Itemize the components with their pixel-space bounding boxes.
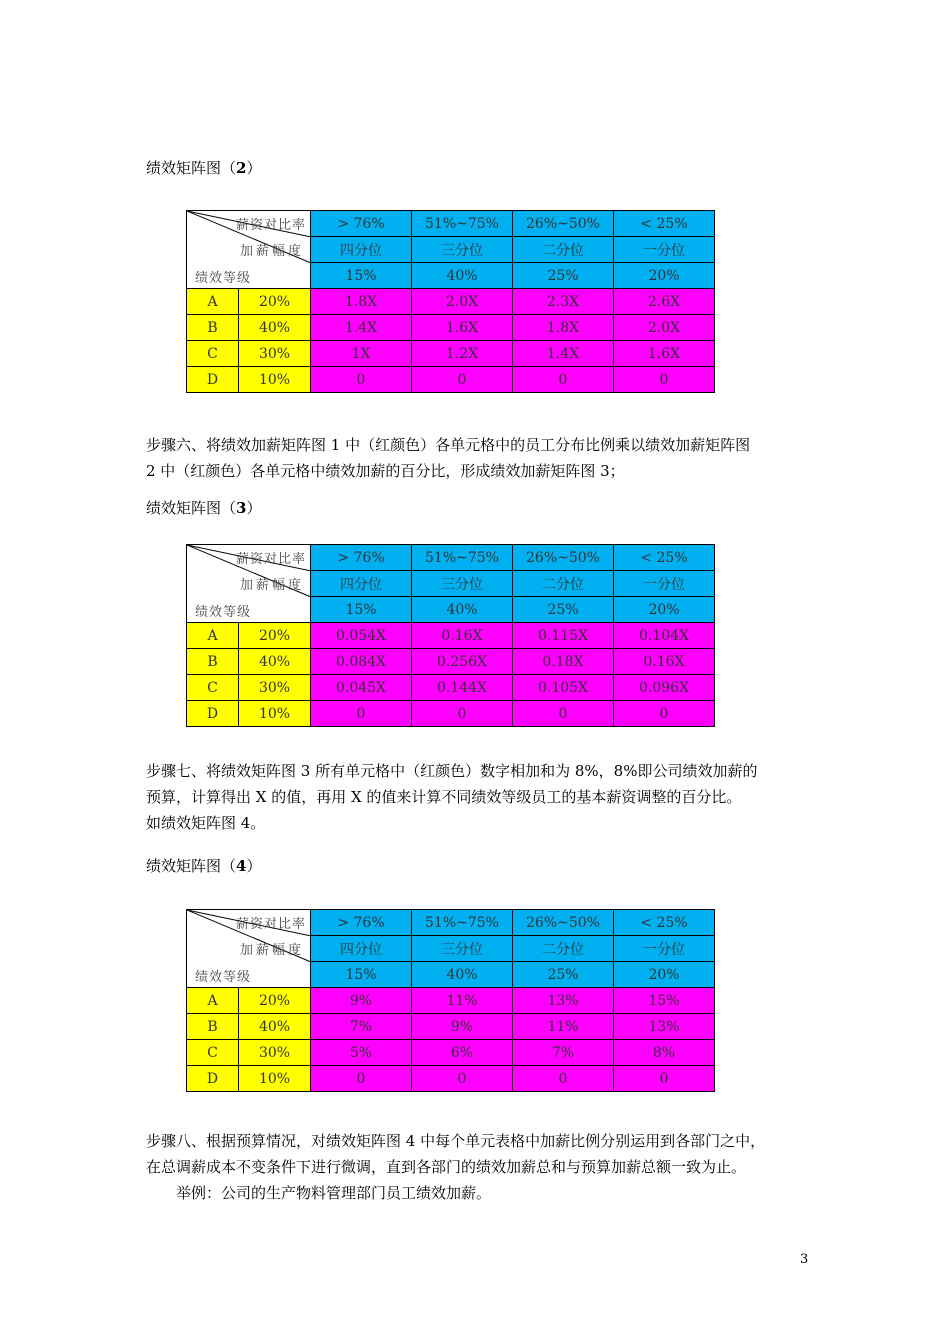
value-cell: 0.16X [412, 623, 513, 649]
header-cell: 二分位 [513, 237, 614, 263]
value-cell: 1.6X [614, 341, 715, 367]
header-cell: > 76% [311, 545, 412, 571]
value-cell: 0 [412, 367, 513, 393]
matrix-table-4 [186, 909, 715, 1092]
header-cell: 15% [311, 263, 412, 289]
table-row [187, 675, 715, 701]
value-cell: 0 [614, 1066, 715, 1092]
header-cell: 25% [513, 962, 614, 988]
table-row [187, 341, 715, 367]
value-cell: 8% [614, 1040, 715, 1066]
corner-label-grade: 绩效等级 [195, 605, 252, 620]
table-row [187, 1040, 715, 1066]
header-cell: 二分位 [513, 571, 614, 597]
header-cell: 一分位 [614, 936, 715, 962]
corner-label-raise: 加薪幅度 [239, 943, 304, 958]
header-cell: 20% [614, 962, 715, 988]
grade-cell: A [187, 988, 239, 1014]
value-cell: 7% [311, 1014, 412, 1040]
header-cell: 40% [412, 263, 513, 289]
grade-cell: C [187, 1040, 239, 1066]
value-cell: 0 [311, 1066, 412, 1092]
header-cell: 51%~75% [412, 211, 513, 237]
corner-label-ratio: 薪资对比率 [235, 218, 306, 233]
header-cell: 四分位 [311, 936, 412, 962]
grade-cell: D [187, 1066, 239, 1092]
value-cell: 0.16X [614, 649, 715, 675]
value-cell: 0.096X [614, 675, 715, 701]
value-cell: 0 [412, 1066, 513, 1092]
header-cell: 四分位 [311, 237, 412, 263]
table-row [187, 315, 715, 341]
grade-percent-cell: 20% [239, 289, 311, 315]
table-row [187, 1066, 715, 1092]
value-cell: 0.084X [311, 649, 412, 675]
corner-header-cell [187, 211, 311, 289]
corner-header-cell [187, 910, 311, 988]
grade-cell: B [187, 649, 239, 675]
value-cell: 0 [513, 701, 614, 727]
table-row [187, 701, 715, 727]
header-cell: 15% [311, 962, 412, 988]
value-cell: 2.0X [614, 315, 715, 341]
corner-label-ratio: 薪资对比率 [235, 552, 306, 567]
grade-cell: D [187, 367, 239, 393]
grade-percent-cell: 10% [239, 367, 311, 393]
value-cell: 0 [614, 367, 715, 393]
caption-matrix-3: 绩效矩阵图（3） [146, 499, 262, 517]
header-row [187, 545, 715, 571]
value-cell: 1.6X [412, 315, 513, 341]
header-cell: 26%~50% [513, 910, 614, 936]
header-cell: 51%~75% [412, 545, 513, 571]
grade-percent-cell: 20% [239, 988, 311, 1014]
value-cell: 1.4X [311, 315, 412, 341]
header-cell: 25% [513, 263, 614, 289]
grade-percent-cell: 40% [239, 315, 311, 341]
paragraph-step7: 步骤七、将绩效矩阵图 3 所有单元格中（红颜色）数字相加和为 8%，8%即公司绩效加薪的 预算，计算得出 X 的值，再用 X 的值来计算不同绩效等级员工的基本薪资调整的百分比。 如绩效矩阵图 4。 [146, 762, 758, 832]
header-cell: 三分位 [412, 571, 513, 597]
value-cell: 11% [513, 1014, 614, 1040]
value-cell: 9% [412, 1014, 513, 1040]
header-row [187, 211, 715, 237]
value-cell: 0.104X [614, 623, 715, 649]
header-cell: < 25% [614, 545, 715, 571]
value-cell: 15% [614, 988, 715, 1014]
value-cell: 1.4X [513, 341, 614, 367]
value-cell: 6% [412, 1040, 513, 1066]
corner-label-grade: 绩效等级 [195, 970, 252, 985]
value-cell: 13% [614, 1014, 715, 1040]
header-cell: 25% [513, 597, 614, 623]
header-row [187, 910, 715, 936]
table-row [187, 988, 715, 1014]
value-cell: 0 [311, 367, 412, 393]
grade-cell: A [187, 623, 239, 649]
value-cell: 1.8X [513, 315, 614, 341]
paragraph-step8: 步骤八、根据预算情况，对绩效矩阵图 4 中每个单元表格中加薪比例分别运用到各部门之中， 在总调薪成本不变条件下进行微调，直到各部门的绩效加薪总和与预算加薪总额一致为止。 举例：公司的生产物料管理部门员工绩效加薪。 [146, 1132, 766, 1202]
table-row [187, 623, 715, 649]
grade-percent-cell: 30% [239, 675, 311, 701]
caption-matrix-2: 绩效矩阵图（2） [146, 159, 262, 177]
value-cell: 11% [412, 988, 513, 1014]
header-cell: 40% [412, 962, 513, 988]
value-cell: 0 [614, 701, 715, 727]
header-cell: 一分位 [614, 237, 715, 263]
header-cell: 一分位 [614, 571, 715, 597]
grade-percent-cell: 30% [239, 1040, 311, 1066]
value-cell: 1X [311, 341, 412, 367]
value-cell: 13% [513, 988, 614, 1014]
value-cell: 0.054X [311, 623, 412, 649]
header-cell: < 25% [614, 211, 715, 237]
value-cell: 5% [311, 1040, 412, 1066]
grade-percent-cell: 20% [239, 623, 311, 649]
header-cell: < 25% [614, 910, 715, 936]
grade-percent-cell: 10% [239, 701, 311, 727]
grade-cell: B [187, 1014, 239, 1040]
page-number: 3 [800, 1252, 809, 1267]
corner-label-raise: 加薪幅度 [239, 578, 304, 593]
corner-label-grade: 绩效等级 [195, 271, 252, 286]
value-cell: 0.045X [311, 675, 412, 701]
header-cell: > 76% [311, 211, 412, 237]
value-cell: 1.8X [311, 289, 412, 315]
header-cell: 三分位 [412, 936, 513, 962]
grade-cell: C [187, 675, 239, 701]
grade-cell: D [187, 701, 239, 727]
corner-label-ratio: 薪资对比率 [235, 917, 306, 932]
grade-cell: A [187, 289, 239, 315]
table-row [187, 1014, 715, 1040]
value-cell: 1.2X [412, 341, 513, 367]
header-cell: 20% [614, 597, 715, 623]
grade-cell: C [187, 341, 239, 367]
header-cell: 51%~75% [412, 910, 513, 936]
grade-cell: B [187, 315, 239, 341]
paragraph-step6: 步骤六、将绩效加薪矩阵图 1 中（红颜色）各单元格中的员工分布比例乘以绩效加薪矩阵图 2 中（红颜色）各单元格中绩效加薪的百分比，形成绩效加薪矩阵图 3； [146, 436, 751, 480]
value-cell: 7% [513, 1040, 614, 1066]
value-cell: 0.256X [412, 649, 513, 675]
grade-percent-cell: 40% [239, 649, 311, 675]
value-cell: 0 [412, 701, 513, 727]
matrix-table-3 [186, 544, 715, 727]
grade-percent-cell: 40% [239, 1014, 311, 1040]
header-cell: > 76% [311, 910, 412, 936]
value-cell: 0 [513, 367, 614, 393]
grade-percent-cell: 30% [239, 341, 311, 367]
header-cell: 26%~50% [513, 211, 614, 237]
table-row [187, 649, 715, 675]
header-cell: 15% [311, 597, 412, 623]
value-cell: 0.18X [513, 649, 614, 675]
value-cell: 9% [311, 988, 412, 1014]
header-cell: 四分位 [311, 571, 412, 597]
value-cell: 0.105X [513, 675, 614, 701]
value-cell: 0 [513, 1066, 614, 1092]
caption-matrix-4: 绩效矩阵图（4） [146, 857, 262, 875]
value-cell: 0.144X [412, 675, 513, 701]
value-cell: 0.115X [513, 623, 614, 649]
value-cell: 2.3X [513, 289, 614, 315]
value-cell: 2.6X [614, 289, 715, 315]
grade-percent-cell: 10% [239, 1066, 311, 1092]
table-row [187, 367, 715, 393]
corner-header-cell [187, 545, 311, 623]
table-row [187, 289, 715, 315]
header-cell: 二分位 [513, 936, 614, 962]
corner-label-raise: 加薪幅度 [239, 244, 304, 259]
header-cell: 26%~50% [513, 545, 614, 571]
value-cell: 0 [311, 701, 412, 727]
header-cell: 20% [614, 263, 715, 289]
header-cell: 40% [412, 597, 513, 623]
matrix-table-2 [186, 210, 715, 393]
header-cell: 三分位 [412, 237, 513, 263]
value-cell: 2.0X [412, 289, 513, 315]
